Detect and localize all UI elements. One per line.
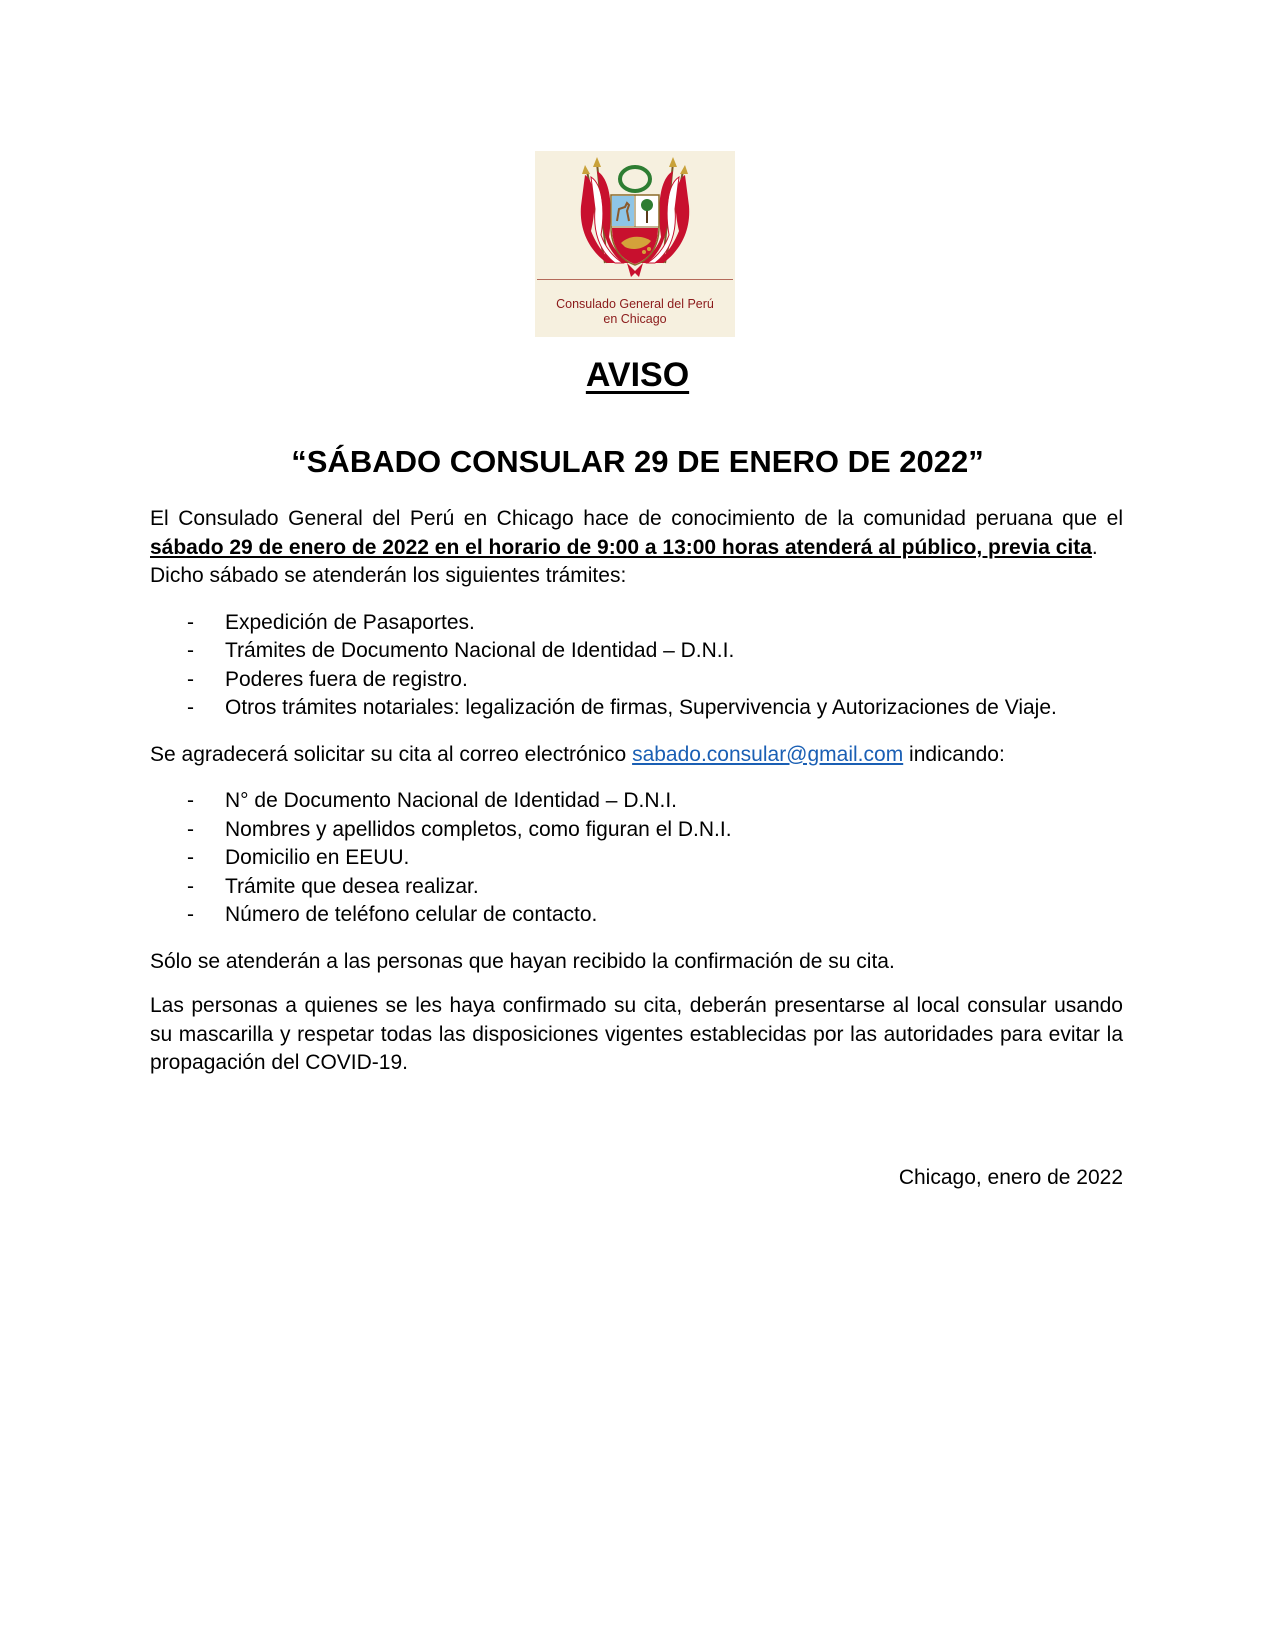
list-item	[150, 787, 1123, 816]
list-marker: -	[187, 667, 194, 691]
logo-text-line2: en Chicago	[603, 312, 667, 326]
intro-tail: .	[1091, 535, 1098, 559]
list-marker: -	[187, 789, 194, 812]
list-marker: -	[187, 846, 194, 869]
notice-body	[150, 505, 1123, 1078]
list-marker: -	[187, 639, 194, 662]
list-marker: -	[187, 903, 194, 926]
list-marker: -	[187, 696, 194, 719]
consulate-logo	[535, 151, 735, 337]
list-item	[150, 637, 1123, 666]
list-item	[150, 816, 1123, 845]
list-item-text: Otros trámites notariales: legalización de firmas, Supervivencia y Autorizaciones de Viaje.	[225, 696, 1057, 719]
intro-paragraph	[150, 505, 1123, 562]
list-item	[150, 844, 1123, 873]
logo-caption	[535, 297, 735, 327]
peru-coat-of-arms-icon	[535, 151, 735, 281]
list-item-text: Número de teléfono celular de contacto.	[225, 903, 598, 926]
list-item	[150, 694, 1123, 723]
list-item	[150, 609, 1123, 638]
signoff: Chicago, enero de 2022	[898, 1166, 1123, 1189]
list-marker: -	[187, 610, 194, 634]
list-item-text: Expedición de Pasaportes.	[225, 610, 475, 634]
intro-lead: El Consulado General del Perú en Chicago hace de conocimiento de la comunidad peruana que el	[150, 507, 1123, 530]
request-paragraph	[150, 741, 1123, 770]
logo-divider	[537, 279, 733, 280]
list-item-text: Trámite que desea realizar.	[225, 874, 479, 898]
list-marker: -	[187, 817, 194, 841]
intro-line2: Dicho sábado se atenderán los siguientes trámites:	[150, 564, 627, 587]
page-title: AVISO	[585, 356, 690, 394]
email-link[interactable]: sabado.consular@gmail.com	[632, 742, 904, 766]
requisitos-list	[150, 787, 1123, 930]
list-item-text: Poderes fuera de registro.	[225, 667, 468, 691]
list-item-text: Trámites de Documento Nacional de Identidad – D.N.I.	[225, 639, 735, 662]
confirmation-note: Sólo se atenderán a las personas que hayan recibido la confirmación de su cita.	[150, 949, 895, 973]
tramites-list	[150, 609, 1123, 723]
logo-text-line1: Consulado General del Perú	[556, 297, 714, 311]
list-item-text: Nombres y apellidos completos, como figuran el D.N.I.	[225, 817, 732, 841]
list-item-text: Domicilio en EEUU.	[225, 846, 410, 869]
request-after: indicando:	[903, 742, 1005, 766]
intro-highlight: sábado 29 de enero de 2022 en el horario de 9:00 a 13:00 horas atenderá al público, previa cita	[150, 535, 1092, 559]
page-subtitle: “SÁBADO CONSULAR 29 DE ENERO DE 2022”	[291, 444, 984, 479]
covid-note: Las personas a quienes se les haya confirmado su cita, deberán presentarse al local consular usando su mascarilla y respetar todas las disposiciones vigentes establecidas por las autoridades para evitar la propagación del COVID-19.	[150, 994, 1123, 1074]
list-item	[150, 901, 1123, 930]
list-item-text: N° de Documento Nacional de Identidad – D.N.I.	[225, 789, 677, 812]
list-marker: -	[187, 874, 194, 898]
list-item	[150, 873, 1123, 902]
request-before: Se agradecerá solicitar su cita al correo electrónico	[150, 742, 633, 766]
list-item	[150, 666, 1123, 695]
